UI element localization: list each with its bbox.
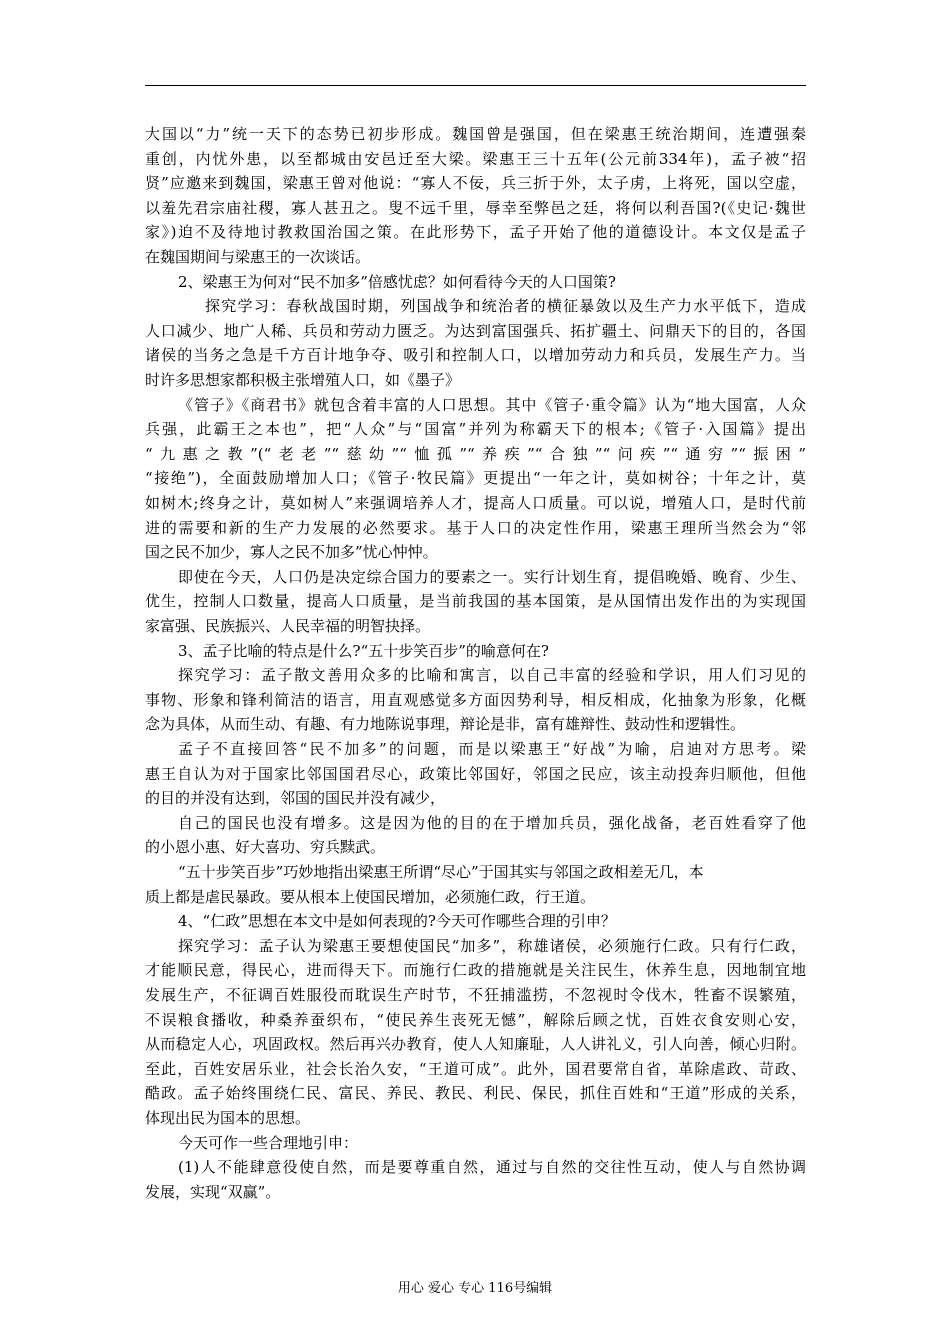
text-line: 才能顺民意，得民心，进而得天下。而施行仁政的措施就是关注民生，休养生息，因地制宜地 [145, 961, 806, 980]
text-line: “接绝”)，全面鼓励增加人口；《管子·牧民篇》更提出“一年之计，莫如树谷；十年之计，莫 [145, 469, 806, 488]
text-line: 优生，控制人口数量，提高人口质量，是当前我国的基本国策，是从国情出发作出的为实现国 [145, 592, 806, 611]
text-line: 体现出民为国本的思想。 [145, 1109, 311, 1127]
text-line: 酷政。孟子始终围绕仁民、富民、养民、教民、利民、保民，抓住百姓和“王道”形成的关系， [145, 1084, 806, 1103]
text-line: 探究学习：孟子认为梁惠王要想使国民“加多”，称雄诸侯，必须施行仁政。只有行仁政， [178, 936, 806, 955]
page-footer: 用心 爱心 专心 116号编辑 [397, 1281, 553, 1296]
text-line: 发展生产，不征调百姓服役而耽误生产时节，不狂捕滥捞，不忽视时令伐木，牲畜不误繁殖， [145, 986, 806, 1004]
text-line: 惠王自认为对于国家比邻国国君尽心，政策比邻国好，邻国之民应，该主动投奔归顺他，但他 [145, 764, 806, 783]
text-line: 重创，内忧外患，以至都城由安邑迁至大梁。梁惠王三十五年(公元前334年)，孟子被“招 [145, 149, 806, 168]
text-line: “五十步笑百步”巧妙地指出梁惠王所谓“尽心”于国其实与邻国之政相差无几，本 [178, 863, 704, 881]
text-line: 以羞先君宗庙社稷，寡人甚丑之。叟不远千里，辱幸至弊邑之廷，将何以利吾国?(《史记·魏世 [145, 198, 806, 217]
text-line: 3、孟子比喻的特点是什么?“五十步笑百步”的喻意何在? [178, 641, 549, 660]
text-line: 兵强，此霸王之本也”，把“人众”与“国富”并列为称霸天下的根本;《管子·入国篇》提出 [145, 420, 806, 439]
header-rule [145, 85, 806, 86]
text-line: 事物、形象和锋利简洁的语言，用直观感觉多方面因势利导，相反相成，化抽象为形象，化概 [145, 690, 806, 709]
text-line: 诸侯的当务之急是千方百计地争夺、吸引和控制人口，以增加劳动力和兵员，发展生产力。当 [145, 346, 806, 365]
text-line: 从而稳定人心，巩固政权。然后再兴办教育，使人人知廉耻，人人讲礼义，引人向善，倾心归附。 [145, 1035, 806, 1054]
text-line: 2、梁惠王为何对“民不加多”倍感忧虑？如何看待今天的人口国策? [178, 272, 616, 291]
text-line: 质上都是虐民暴政。要从根本上使国民增加，必须施仁政，行王道。 [145, 887, 596, 906]
text-line: 念为具体，从而生动、有趣、有力地陈说事理，辩论是非，富有雄辩性、鼓动性和逻辑性。 [145, 715, 746, 734]
text-line: 大国以“力”统一天下的态势已初步形成。魏国曾是强国，但在梁惠王统治期间，连遭强秦 [145, 125, 806, 143]
text-line: 的目的并没有达到，邻国的国民并没有减少， [145, 789, 446, 808]
text-line: 发展，实现“双赢”。 [145, 1182, 281, 1201]
text-line: 在魏国期间与梁惠王的一次谈话。 [145, 248, 371, 266]
text-line: 贤”应邀来到魏国，梁惠王曾对他说：“寡人不佞，兵三折于外，太子虏，上将死，国以空虚， [145, 174, 806, 193]
text-line: 孟子不直接回答“民不加多”的问题，而是以梁惠王“好战”为喻，启迪对方思考。梁 [178, 740, 806, 758]
text-line: 人口减少、地广人稀、兵员和劳动力匮乏。为达到富国强兵、拓扩疆土、问鼎天下的目的，各国 [145, 321, 806, 340]
text-line: 国之民不加少，寡人之民不加多”忧心忡忡。 [145, 543, 438, 562]
text-line: 至此，百姓安居乐业，社会长治久安，“王道可成”。此外，国君要常自省，革除虐政、苛政、 [145, 1059, 806, 1078]
text-line: 自己的国民也没有增多。这是因为他的目的在于增加兵员，强化战备，老百姓看穿了他 [178, 813, 806, 832]
text-line: 家富强、民族振兴、人民幸福的明智抉择。 [145, 617, 431, 635]
text-line: 探究学习：春秋战国时期，列国战争和统治者的横征暴敛以及生产力水平低下，造成 [205, 297, 806, 316]
text-line: 时许多思想家都积极主张增殖人口，如《墨子》 [145, 371, 461, 389]
text-line: 4、“仁政”思想在本文中是如何表现的?今天可作哪些合理的引申？ [178, 912, 616, 931]
text-line: 《管子》《商君书》就包含着丰富的人口思想。其中《管子·重令篇》认为“地大国富，人众 [178, 395, 806, 414]
text-line: “九惠之教”(“老老”“慈幼”“恤孤”“养疾”“合独”“问疾”“通穷”“振困” [145, 444, 806, 463]
text-line: 进的需要和新的生产力发展的必然要求。基于人口的决定性作用，梁惠王理所当然会为“邻 [145, 518, 806, 537]
text-line: 的小恩小惠、好大喜功、穷兵黩武。 [145, 838, 386, 857]
text-line: 探究学习：孟子散文善用众多的比喻和寓言，以自己丰富的经验和学识，用人们习见的 [178, 666, 806, 685]
text-line: 如树木;终身之计，莫如树人”来强调培养人才，提高人口质量。可以说，增殖人口，是时代前 [145, 494, 806, 512]
text-line: 家》)迫不及待地讨教救国治国之策。在此形势下，孟子开始了他的道德设计。本文仅是孟子 [145, 223, 806, 242]
text-line: 即使在今天，人口仍是决定综合国力的要素之一。实行计划生育，提倡晚婚、晚育、少生、 [178, 567, 806, 586]
text-line: 今天可作一些合理地引申： [178, 1133, 359, 1152]
text-line: 不误粮食播收，种桑养蚕织布，“使民养生丧死无憾”，解除后顾之忧，百姓衣食安则心安， [145, 1010, 806, 1029]
text-line: (1)人不能肆意役使自然，而是要尊重自然，通过与自然的交往性互动，使人与自然协调 [178, 1158, 806, 1177]
